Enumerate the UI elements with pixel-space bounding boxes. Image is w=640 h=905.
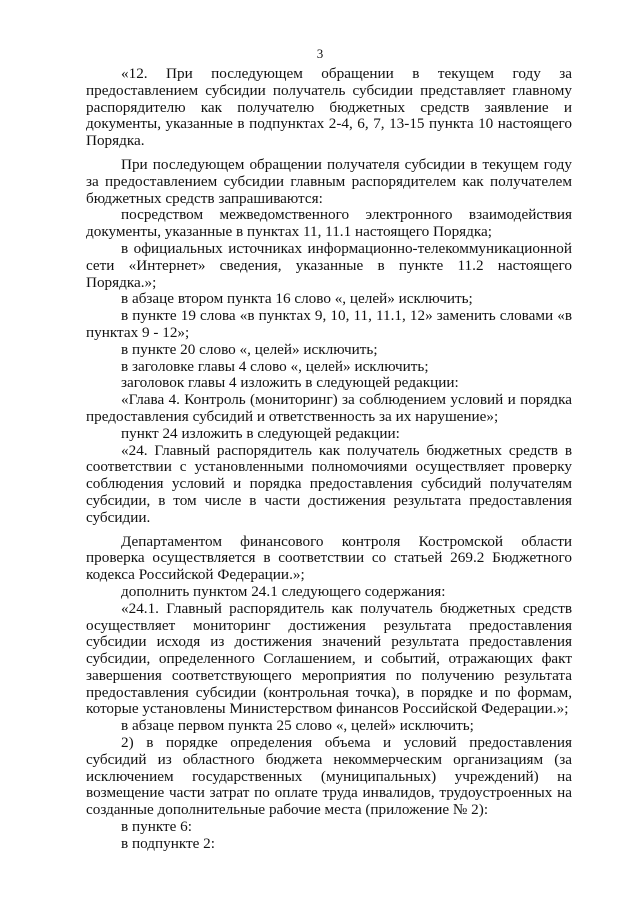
- paragraph-item-24-1: «24.1. Главный распорядитель как получатель бюджетных средств осуществляет мониторинг достижения результата предоставления субсидии исходя из достижения значений результата предоставления субсидии, определенного Соглашением, и событий, отражающих факт завершения соответствующего мероприятия по получению результата предоставления субсидии (контрольная точка), в порядке и по формам, которые установлены Министерством финансов Российской Федерации.»;: [86, 599, 572, 718]
- paragraph-item-6: в пункте 6:: [121, 818, 192, 836]
- page-number: 3: [316, 46, 324, 61]
- paragraph-chapter-4-heading-intro: заголовок главы 4 изложить в следующей редакции:: [121, 374, 459, 392]
- paragraph-item-24-1-intro: дополнить пунктом 24.1 следующего содержания:: [121, 582, 446, 600]
- paragraph-financial-control: Департаментом финансового контроля Костромской области проверка осуществляется в соответствии со статьей 269.2 Бюджетного кодекса Российской Федерации.»;: [86, 532, 572, 584]
- paragraph-item-25: в абзаце первом пункта 25 слово «, целей» исключить;: [121, 717, 474, 735]
- paragraph-internet-sources: в официальных источниках информационно-телекоммуникационной сети «Интернет» сведения, указанные в пункте 11.2 настоящего Порядка.»;: [86, 239, 572, 291]
- paragraph-item-24: «24. Главный распорядитель как получатель бюджетных средств в соответствии с установленными полномочиями осуществляет проверку соблюдения условий и порядка предоставления субсидий получателям субсидии, в том числе в части достижения результата предоставления субсидии.: [86, 441, 572, 526]
- paragraph-subitem-2: в подпункте 2:: [121, 834, 215, 852]
- paragraph-item-16: в абзаце втором пункта 16 слово «, целей» исключить;: [121, 290, 473, 308]
- document-body: [86, 66, 572, 853]
- paragraph-requested-docs: При последующем обращении получателя субсидии в текущем году за предоставлением субсидии главным распорядителем как получателем бюджетных средств запрашиваются:: [86, 155, 572, 207]
- paragraph-item-19: в пункте 19 слова «в пунктах 9, 10, 11, 11.1, 12» заменить словами «в пунктах 9 - 12»;: [86, 307, 572, 341]
- paragraph-chapter-4-heading: «Глава 4. Контроль (мониторинг) за соблюдением условий и порядка предоставления субсидий и ответственность за их нарушение»;: [86, 391, 572, 425]
- paragraph-chapter-4-title-edit: в заголовке главы 4 слово «, целей» исключить;: [121, 357, 429, 375]
- paragraph-item-20: в пункте 20 слово «, целей» исключить;: [121, 340, 378, 358]
- paragraph-item-12: «12. При последующем обращении в текущем году за предоставлением субсидии получатель субсидии представляет главному распорядителю как получателю бюджетных средств заявление и документы, указанные в подпунктах 2-4, 6, 7, 13-15 пункта 10 настоящего Порядка.: [86, 65, 572, 150]
- paragraph-subsection-2: 2) в порядке определения объема и условий предоставления субсидий из областного бюджета некоммерческим организациям (за исключением государственных (муниципальных) учреждений) на возмещение части затрат по оплате труда инвалидов, трудоустроенных на созданные дополнительные рабочие места (приложение № 2):: [86, 734, 572, 819]
- paragraph-interagency: посредством межведомственного электронного взаимодействия документы, указанные в пунктах 11, 11.1 настоящего Порядка;: [86, 206, 572, 241]
- paragraph-item-24-intro: пункт 24 изложить в следующей редакции:: [121, 424, 400, 442]
